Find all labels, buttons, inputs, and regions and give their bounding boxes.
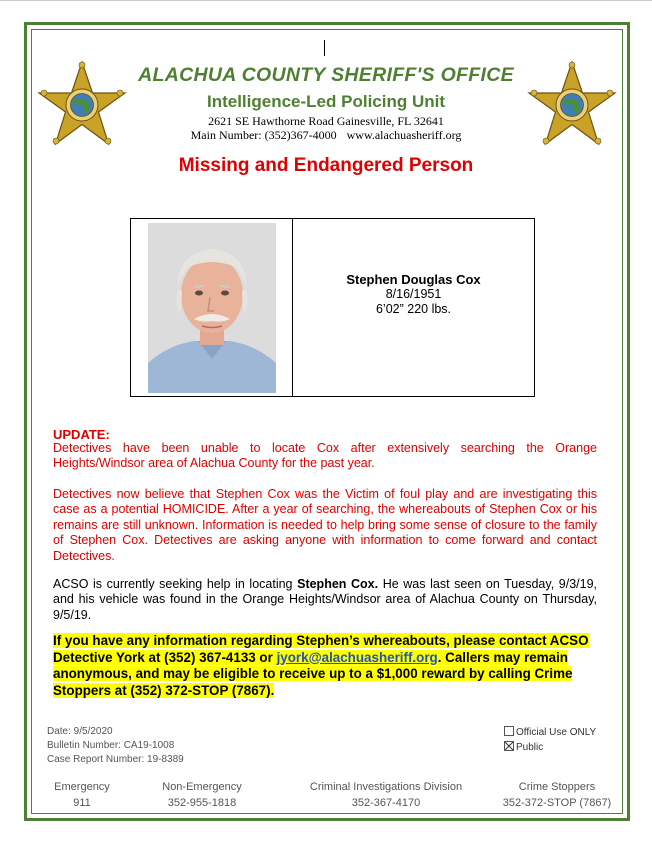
page-top-line [0,0,652,1]
public-option[interactable] [504,740,596,755]
footer-label: Crime Stoppers [518,781,596,793]
official-use-label: Official Use ONLY [516,727,597,738]
bulletin-date: Date: 9/5/2020 [47,726,113,737]
footer-number: 352-367-4170 [351,797,421,809]
unit-name: Intelligence-Led Policing Unit [206,92,446,111]
person-photo [148,223,276,393]
person-dob: 8/16/1951 [385,287,442,301]
detective-email-link[interactable]: jyork@alachuasheriff.org [276,649,438,665]
bulletin-number: Bulletin Number: CA19-1008 [47,740,175,751]
visibility-options [504,725,596,755]
official-use-option[interactable] [504,725,596,740]
footer-emergency [48,779,116,811]
details-paragraph [53,577,597,623]
details-name: Stephen Cox. [297,577,379,591]
footer-number: 911 [73,797,91,809]
person-details [293,272,534,317]
person-height-weight: 6’02” 220 lbs. [375,302,452,316]
details-prefix: ACSO is currently seeking help in locating [53,577,298,591]
update-label: UPDATE: [53,427,110,442]
footer-non-emergency [150,779,254,811]
person-name: Stephen Douglas Cox [346,272,481,287]
bulletin-meta [47,725,184,767]
official-use-checkbox[interactable] [504,726,514,736]
org-name: ALACHUA COUNTY SHERIFF'S OFFICE [138,64,514,86]
footer-label: Non-Emergency [162,781,242,793]
case-report-number: Case Report Number: 19-8389 [47,754,184,765]
footer-number: 352-372-STOP (7867) [502,797,612,809]
update-paragraph-2: Detectives now believe that Stephen Cox was the Victim of foul play and are investigating this case as a potential HOMICIDE. After a year of searching, the whereabouts of Stephen Cox or his remains are still unknown. Information is needed to help bring some sense of closure to the family of Stephen Cox. Detectives are asking anyone with information to come forward and contact Detectives. [53,487,597,563]
footer-label: Criminal Investigations Division [309,781,463,793]
public-label: Public [516,742,544,753]
callout-text-before-email: If you have any information regarding Stephen’s whereabouts, please contact ACSO Detective York at (352) 367-4133 or [53,633,589,665]
footer-label: Emergency [54,781,110,793]
footer-crime-stoppers [494,779,620,811]
website-link[interactable]: www.alachuasheriff.org [346,128,462,142]
office-address: 2621 SE Hawthorne Road Gainesville, FL 32641 [208,114,444,128]
main-number: Main Number: (352)367-4000 [190,128,337,142]
callout-text-after-email: . Callers may remain anonymous, and may be eligible to receive up to a $1,000 reward by calling Crime Stoppers at (352) 372-STOP (7867). [53,649,573,698]
footer-number: 352-955-1818 [167,797,237,809]
details-rest: He was last seen on Tuesday, 9/3/19, and his vehicle was found in the Orange Heights/Windsor area of Alachua County on Thursday, 9/5/19. [53,577,597,622]
update-paragraph-1: Detectives have been unable to locate Cox after extensively searching the Orange Heights/Windsor area of Alachua County for the past year. [53,441,597,471]
text-cursor [324,40,325,56]
person-info-table [130,218,535,397]
bulletin-title: Missing and Endangered Person [178,155,474,176]
public-checkbox[interactable] [504,741,514,751]
contact-line [0,128,652,143]
info-callout [53,633,601,699]
footer-cid [296,779,476,811]
